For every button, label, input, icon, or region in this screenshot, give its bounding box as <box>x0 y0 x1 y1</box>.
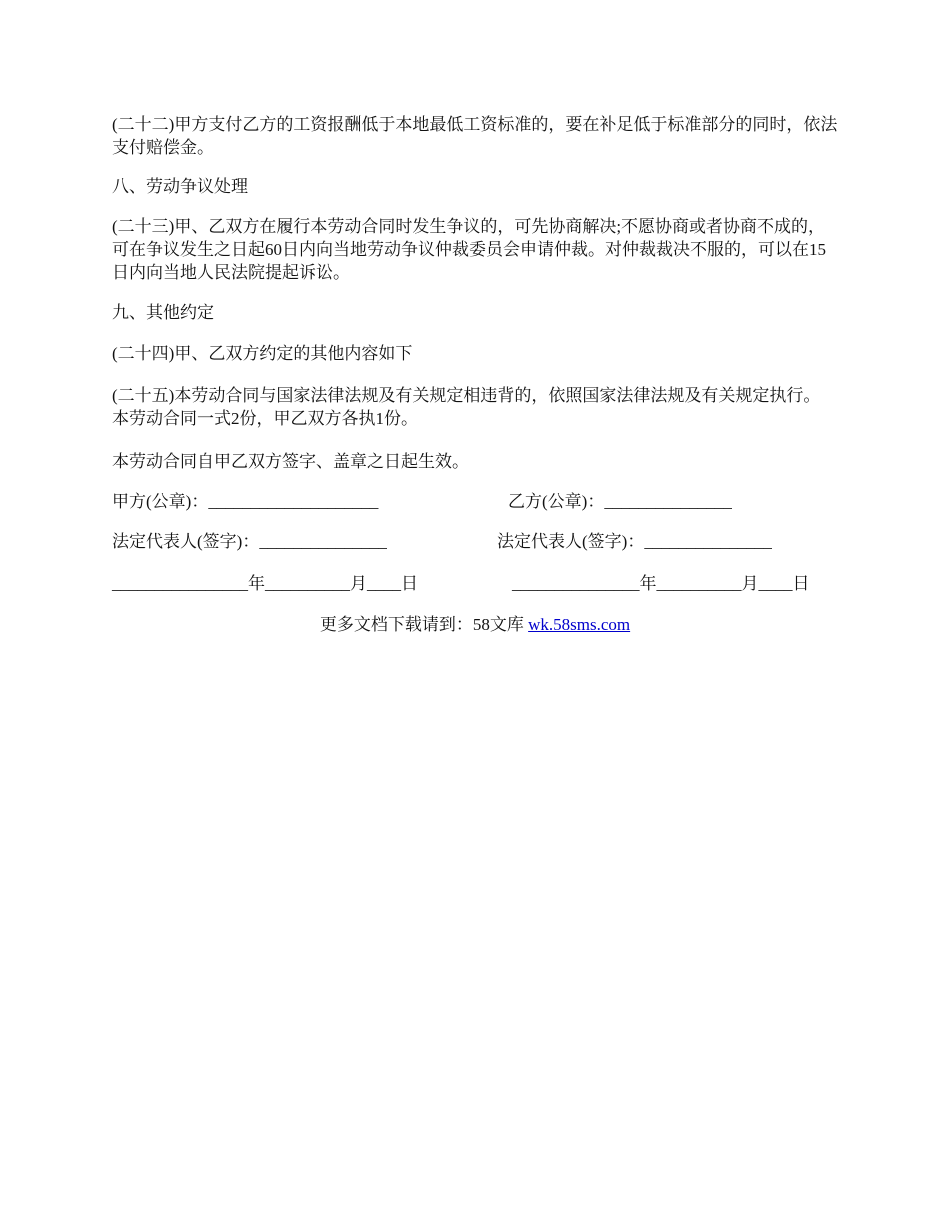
clause-24: (二十四)甲、乙双方约定的其他内容如下 <box>112 344 413 363</box>
clause-23: (二十三)甲、乙双方在履行本劳动合同时发生争议的，可先协商解决;不愿协商或者协商不成的，可在争议发生之日起60日内向当地劳动争议仲裁委员会申请仲裁。对仲裁裁决不服的，可以在15日内向当地人民法院提起诉讼。 <box>112 217 826 282</box>
footer-link[interactable]: wk.58sms.com <box>528 615 631 634</box>
section-8-heading: 八、劳动争议处理 <box>112 177 248 196</box>
party-a-rep-line: 法定代表人(签字)：_______________ <box>112 532 387 551</box>
party-a-seal-line: 甲方(公章)：____________________ <box>112 492 379 511</box>
party-b-rep-line: 法定代表人(签字)：_______________ <box>497 532 772 551</box>
party-b-seal-line: 乙方(公章)：_______________ <box>508 492 732 511</box>
download-footer <box>0 613 950 636</box>
section-9-heading: 九、其他约定 <box>112 303 214 322</box>
clause-22: (二十二)甲方支付乙方的工资报酬低于本地最低工资标准的，要在补足低于标准部分的同时，依法支付赔偿金。 <box>112 115 838 157</box>
effective-clause: 本劳动合同自甲乙双方签字、盖章之日起生效。 <box>112 452 469 471</box>
clause-25: (二十五)本劳动合同与国家法律法规及有关规定相违背的，依照国家法律法规及有关规定执行。 本劳动合同一式2份，甲乙双方各执1份。 <box>112 386 821 428</box>
party-b-date-line: _______________年__________月____日 <box>512 574 810 593</box>
party-a-date-line: ________________年__________月____日 <box>112 574 418 593</box>
footer-prefix: 更多文档下载请到：58文库 <box>319 615 529 634</box>
